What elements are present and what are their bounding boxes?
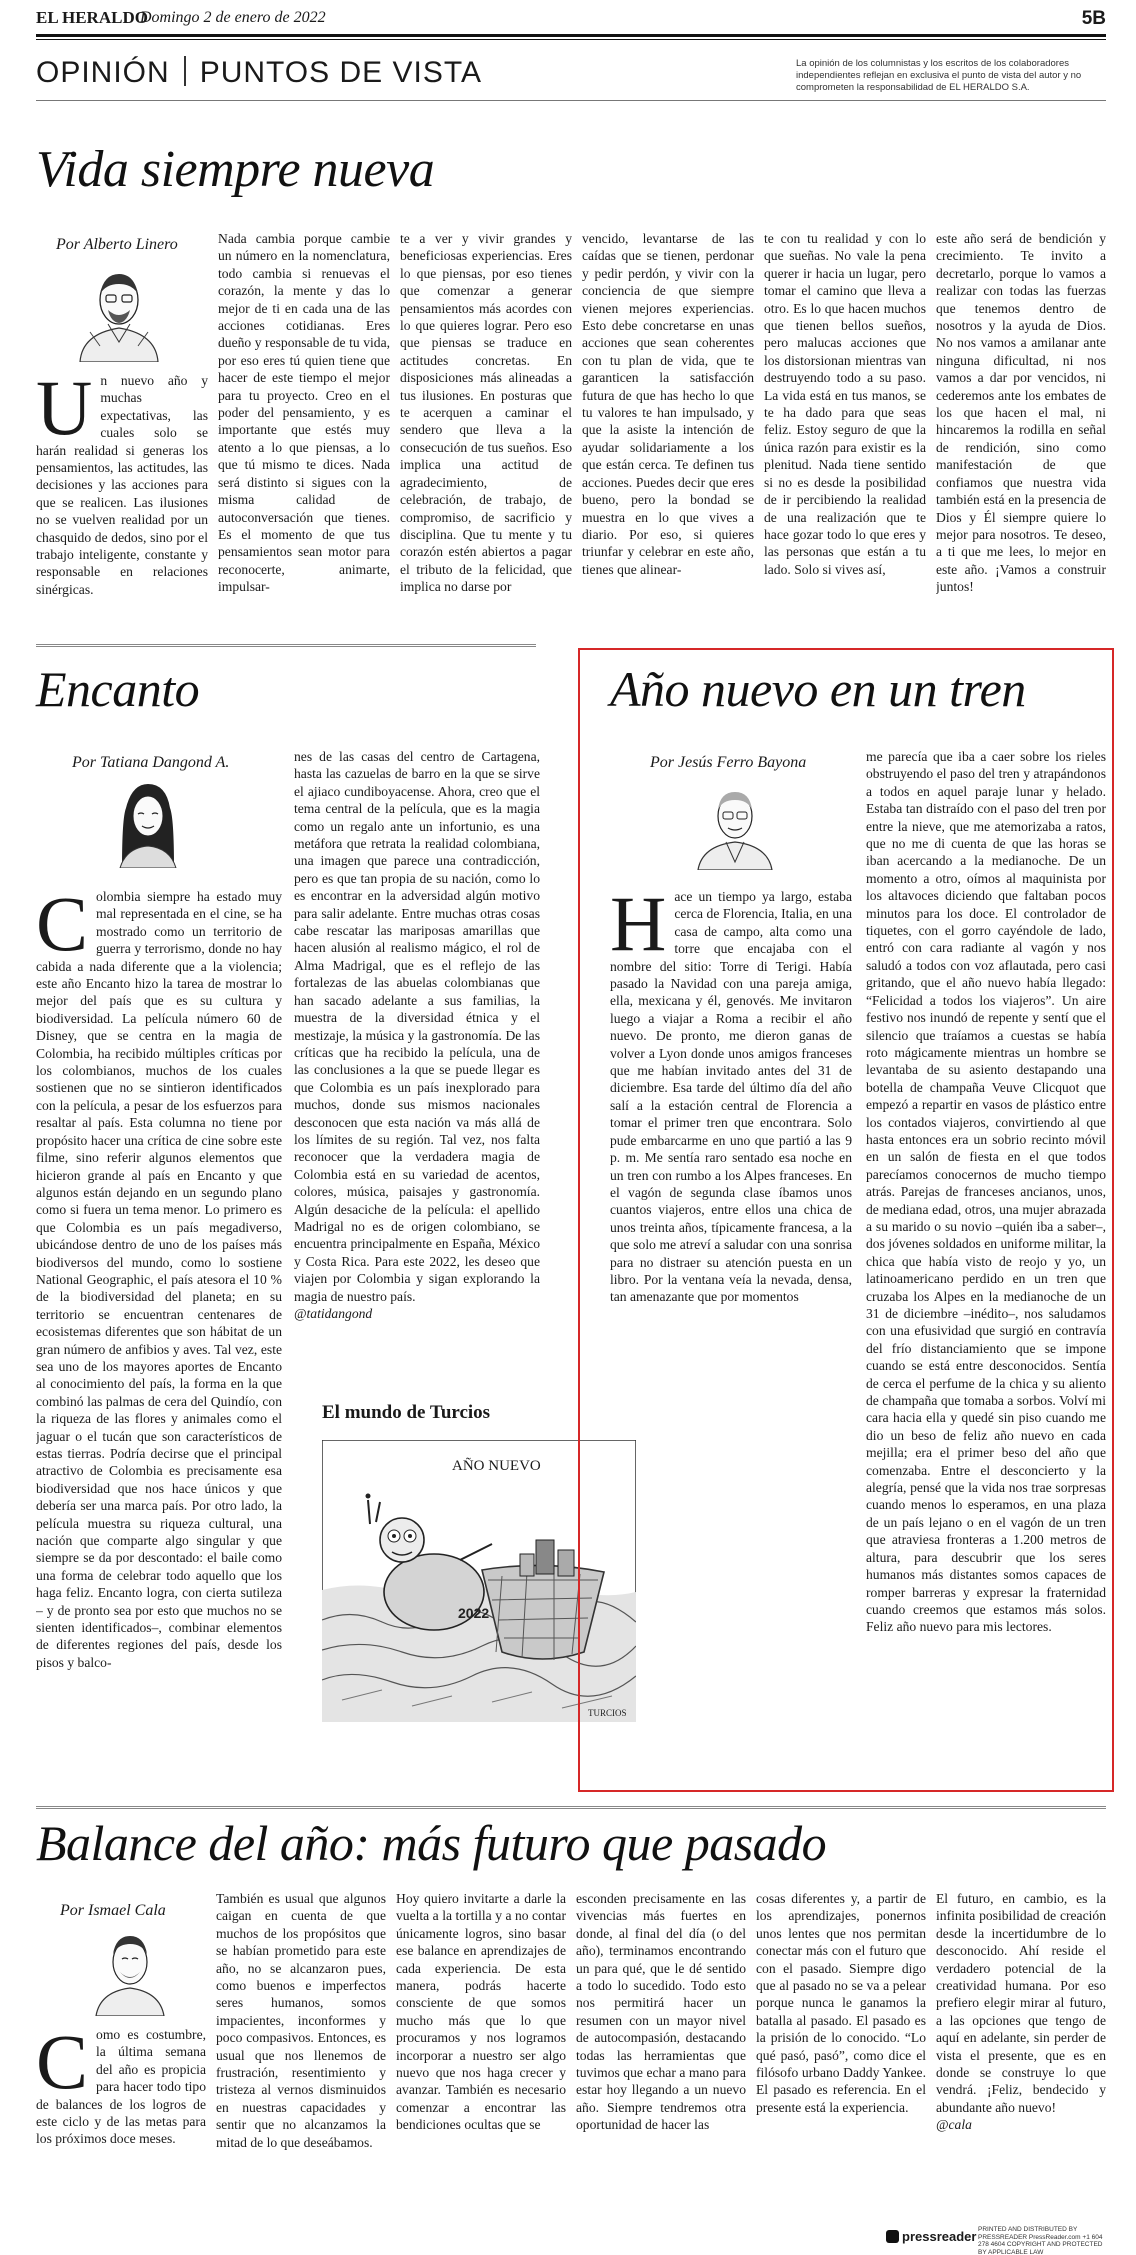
- article-text: omo es costumbre, la última semana del año es propicia para hacer todo tipo de balances de los logros de este ciclo y de las metas para los próximos doce meses.: [36, 2027, 206, 2147]
- column-balance-4: [576, 1890, 746, 2220]
- column-balance-5: [756, 1890, 926, 2220]
- paper-name: EL HERALDO: [36, 8, 148, 27]
- top-rule-thin: [36, 39, 1106, 40]
- article-text: ace un tiempo ya largo, estaba cerca de Florencia, Italia, en una casa de campo, alta como una torre que encajaba con el nombre del sitio: Torre di Terigi. Había pasado la Navidad con una pareja amiga, ella, mexicana y él, genovés. Me invitaron luego a viajar a Roma a recibir el año nuevo. De pronto, me dieron ganas de volver a Lyon donde unos amigos franceses que me habían invitado antes del 31 de diciembre. Esa tarde del último día del año salí a la estación central de Florencia a tomar el primer tren que encontrara. Solo pude embarcarme en uno que partió a las 9 p. m. Me sentía raro sentado esa noche en un tren con rumbo a los Alpes franceses. En el vagón de segunda clase íbamos unos cuantos viajeros, entre ellos una chica de unos treinta años, típicamente francesa, a la que solo me atreví a saludar con una sonrisa para no distraer su atención puesta en un libro. Por la ventana veía la nevada, densa, tan amenazante que por momentos: [610, 889, 852, 1305]
- headline-tren: Año nuevo en un tren: [610, 661, 1026, 717]
- pressreader-label: pressreader: [902, 2229, 977, 2244]
- column-balance-3: [396, 1890, 566, 2220]
- byline-encanto: Por Tatiana Dangond A.: [72, 754, 230, 771]
- column-vida-5: [764, 230, 926, 624]
- pressreader-notice: PRINTED AND DISTRIBUTED BY PRESSREADER PressReader.com +1 604 278 4604 COPYRIGHT AND PROTECTED BY APPLICABLE LAW: [978, 2226, 1103, 2255]
- author-handle: @tatidangond: [294, 1306, 373, 1321]
- column-tren-1: [610, 888, 852, 1476]
- article-text: Nada cambia porque cambie un número en la nomenclatura, todo cambia si renuevas el corazón, la mente y das lo mejor de ti en cada una de las acciones cotidianas. Eres dueño y responsable de tu vida, por eso eres tú quien tiene que hacer de este tiempo el mejor para tu proyecto. Creo en el poder del pensamiento, y es importante que estés muy atento a lo que piensas, a lo que tú mismo te dices. Nada será distinto si sigues con la misma calidad de autoconversación que tienes. Es el momento de que tus pensamientos sean motor para reconocerte, animarte, impulsar-: [218, 231, 390, 595]
- drop-cap-tren: H: [610, 888, 667, 967]
- divider: [36, 644, 536, 647]
- section-divider: [184, 56, 186, 86]
- column-vida-6: [936, 230, 1106, 624]
- cartoon-year: 2022: [458, 1605, 490, 1621]
- article-text: te a ver y vivir grandes y beneficiosas experiencias. Eres lo que piensas, por eso tienes que comenzar a generar pensamientos más acordes con lo que quieres lograr. Pero eso que piensas se traduce en actitudes concretas. En disposiciones más alineadas a tus ilusiones. En posturas que te acerquen a caminar el sendero que lleva a la consecución de tus sueños. Eso implica una actitud de agradecimiento, de celebración, de trabajo, de compromiso, de sacrificio y disciplina. Que tu mente y tu corazón estén abiertos a pagar el tributo de la felicidad, que implica no darse por: [400, 231, 572, 595]
- byline-vida: Por Alberto Linero: [56, 236, 178, 253]
- article-text: vencido, levantarse de las caídas que se tienen, perdonar y pedir perdón, y vivir con la conciencia de que siempre vienen mejores experiencias. Esto debe concretarse en unas acciones que sean coherentes con tu plan de vida, que te garanticen la satisfacción futura de que has hecho lo que tu valores te han impulsado, y que la asiste la intención de ayudar solidariamente a los que están cerca. Te definen tus acciones. Puedes decir que eres bueno, pero la bondad se muestra en lo que vives a diario. Por eso, si quieres triunfar y celebrar en este año, tienes que alinear-: [582, 231, 754, 577]
- divider: [36, 1806, 1106, 1809]
- article-text: El futuro, en cambio, es la infinita posibilidad de creación desde la incertidumbre de lo desconocido. Ahí reside el verdadero potencial de la creatividad humana. Por eso prefiero elegir mirar al futuro, a las opciones que tengo de aquí en adelante, sin perder de vista el presente, que es en donde se construye lo que vendrá. ¡Feliz, bendecido y abundante año nuevo!: [936, 1891, 1106, 2115]
- article-text: También es usual que algunos caigan en cuenta de que muchos de los propósitos que se habían prometido para este año, no se alcanzaron pues, como buenos e imperfectos seres humanos, somos impacientes, inconformes y poco compasivos. Entonces, es usual que nos llenemos de frustración, resentimiento y tristeza al vernos disminuidos en nuestras capacidades y sentir que no alcanzamos la mitad de lo que deseábamos.: [216, 1891, 386, 2150]
- author-portrait-linero: [70, 262, 168, 362]
- section-title: OPINIÓN: [36, 56, 170, 89]
- page-number: 5B: [1081, 8, 1106, 29]
- column-balance-1: [36, 2026, 206, 2226]
- headline-balance: Balance del año: más futuro que pasado: [36, 1815, 827, 1871]
- column-tren-2: [866, 748, 1106, 1782]
- pressreader-logo[interactable]: [886, 2229, 976, 2244]
- cartoon-title: El mundo de Turcios: [322, 1402, 491, 1423]
- column-vida-2: [218, 230, 390, 624]
- column-encanto-2: [294, 748, 540, 1388]
- section-subtitle: PUNTOS DE VISTA: [199, 56, 482, 89]
- article-text: Hoy quiero invitarte a darle la vuelta a la tortilla y a no contar únicamente logros, sino basar ese balance en aprendizajes de cada experiencia. De esta manera, podrás hacerte consciente de que somos mucho más que lo que procuramos y nos logramos incorporar a nuestro ser algo nuevo que nos haga crecer y avanzar. También es necesario comenzar a encontrar las bendiciones ocultas que se: [396, 1891, 566, 2133]
- author-handle: @cala: [936, 2117, 972, 2133]
- pressreader-icon: [886, 2230, 899, 2243]
- headline-encanto: Encanto: [36, 661, 200, 717]
- drop-cap-vida: U: [36, 372, 93, 451]
- column-vida-1: [36, 372, 208, 624]
- article-text: me parecía que iba a caer sobre los rieles obstruyendo el paso del tren y atrapándonos a todos en aquel paraje lunar y helado. Estaba tan distraído con el paso del tren por entre la nieve, que me atemorizaba a ratos, que no me di cuenta de que las horas se iban acercando a la medianoche. De un momento a otro, oímos al maquinista por los altavoces diciendo que faltaban pocos minutos para los doce. El controlador de tiquetes, con el gorro cayéndole de lado, entró con cara radiante al vagón y nos saludó a todos con voz aflautada, pero casi gritando, que el año nuevo había llegado: “Felicidad a todos los viajeros”. Un aire festivo nos inundó de repente y sentí que el silencio que traíamos a cuestas se había roto mágicamente mientras un hombre se levantaba de su asiento destapando una botella de champaña Veuve Clicquot que empezó a repartir en vasos de plástico entre los contados viajeros, convirtiendo al que hasta entonces era un sobrio recinto móvil en un salón de fiesta en el que todos parecíamos conocernos de mucho tiempo atrás. Parejas de franceses ancianos, unos, de mediana edad, otros, una mujer abrazada a su marido o su novio –quién iba a saber–, dos jóvenes soldados en uniforme militar, la chica que había visto de reojo y yo, un latinoamericano perdido en un tren que cruzaba los Alpes en la medianoche de un 31 de diciembre –inédito–, nos saludamos con una efusividad que surgió en contravía del frío distanciamiento que se impone cuando se está entre desconocidos. Sentía de cerca el perfume de la chica y su aliento de champaña que tomaba a sorbos. Volví mi cara hacia ella y quedé sin piso cuando me dio un beso de feliz año nuevo en cada mejilla; era el primer beso del año que comenzaba. Entre el desconcierto y la alegría, pensé que la vida nos trae sorpresas cuando menos lo esperamos, en una plaza de un país lejano o en el vagón de un tren que atraviesa fronteras a 1.200 metros de altura, para descubrir que los seres humanos más distantes somos capaces de romper barreras y expresar la fraternidad cuando creemos que estamos más solos. Feliz año nuevo para mis lectores.: [866, 749, 1106, 1635]
- drop-cap-encanto: C: [36, 888, 89, 967]
- disclaimer: La opinión de los columnistas y los escritos de los colaboradores independientes reflejan en exclusiva el punto de vista del autor y no comprometen la responsabilidad de EL HERALDO S.A.: [796, 58, 1082, 93]
- column-balance-6: [936, 1890, 1106, 2220]
- section-rule: [36, 100, 1106, 101]
- footer: [886, 2226, 1106, 2255]
- column-encanto-1: [36, 888, 282, 1748]
- byline-tren: Por Jesús Ferro Bayona: [650, 754, 807, 771]
- masthead: [36, 8, 1106, 30]
- cartoon-caption: AÑO NUEVO: [452, 1458, 541, 1474]
- headline-vida: Vida siempre nueva: [36, 141, 435, 198]
- column-vida-4: [582, 230, 754, 624]
- article-text: esconden precisamente en las vivencias más fuertes en donde, al final del día (o del año), terminamos encontrando un para qué, que le dé sentido a todo lo sucedido. Todo esto nos permitirá hacer un resumen con un mayor nivel de autocompasión, destacando todas las herramientas que tuvimos que echar a mano para estar hoy llegando a un nuevo año. Siempre tendremos otra oportunidad de hacer las: [576, 1891, 746, 2133]
- byline-balance: Por Ismael Cala: [60, 1902, 166, 1919]
- author-portrait-cala: [90, 1926, 170, 2016]
- author-portrait-dangond: [108, 778, 188, 868]
- article-text: olombia siempre ha estado muy mal representada en el cine, se ha mostrado como un territorio de guerra y terrorismo, donde no hay cabida a nada diferente que a la violencia; este año Encanto hizo la tarea de mostrar lo mejor del país que es su cultura y biodiversidad. La película número 60 de Disney, que se centra en la magia de Colombia, ha recibido múltiples críticas por los colombianos, muchos de los cuales sostienen que no se sintieron identificados con la película, a pesar de los esfuerzos para resaltar al país. Esta columna no tiene por propósito hacer una crítica de cine sobre este filme, sino referir algunos elementos que hicieron grande al país en Encanto y que algunos están dejando en un segundo plano como si fuera un tema menor. Lo primero es que Colombia es un país megadiverso, ubicándose dentro de uno de los países más biodiversos del mundo, como lo sostiene National Geographic, el país atesora el 10 % de la biodiversidad del planeta; en su territorio se encuentran centenares de ecosistemas diferentes que son hábitat de un gran número de anfibios y aves. Tal vez, este sea uno de los mayores aportes de Encanto al conocimiento del país, la forma en la que combinó las palmas de cera del Quindío, con la riqueza de las flores y animales como el jaguar o el tucán que son característicos de estas tierras. Podría decirse que el principal atractivo de Colombia es precisamente esa biodiversidad que nos hace únicos y que debería ser una marca país. Por otro lado, la película muestra su riqueza cultural, una nación que comparte algo singular y que siempre se da por descontado: el baile como una forma de celebrar todo aquello que los haga feliz. Encanto logra, con cierta sutileza – y de pronto sea por esto que muchos no se sienten identificados–, combinar elementos de diferentes regiones del país, desde los pisos y balco-: [36, 889, 282, 1670]
- article-text: n nuevo año y muchas expectativas, las cuales solo se harán realidad si generas los pensamientos, las actitudes, las decisiones y las acciones para que se realicen. Las ilusiones no se vuelven realidad por un chasquido de dedos, sino por el trabajo inteligente, constante y responsable en relaciones sinérgicas.: [36, 373, 208, 597]
- top-rule: [36, 34, 1106, 37]
- cartoon-signature: TURCIOS: [588, 1708, 627, 1718]
- column-balance-2: [216, 1890, 386, 2220]
- article-text: cosas diferentes y, a partir de los aprendizajes, ponernos unos lentes que nos permitan conectar más con el futuro que con el pasado. Siempre digo que al pasado no se va a pelear porque nunca le ganamos la batalla al pasado. El pasado es la prisión de lo conocido. “Lo qué pasó, pasó”, como dice el filósofo urbano Daddy Yankee. El pasado es referencia. En el presente está la experiencia.: [756, 1891, 926, 2115]
- article-text: este año será de bendición y crecimiento. Te invito a decretarlo, porque lo vamos a realizar con todas las fuerzas que tenemos dentro de nosotros y la ayuda de Dios. No nos vamos a amilanar ante ninguna dificultad, ni nos vamos a dar por vencidos, ni cederemos ante los embates de los que hacen el mal, ni hincaremos la rodilla en señal de rendición, sino como manifestación de que confiamos que nuestra vida también está en la presencia de Dios y Él siempre quiere lo mejor para nosotros. Te deseo, a ti que me lees, lo mejor en este año. ¡Vamos a construir juntos!: [936, 231, 1106, 595]
- drop-cap-balance: C: [36, 2026, 89, 2105]
- article-text: te con tu realidad y con lo que sueñas. No vale la pena querer ir hacia un lugar, pero tomar el camino que lleva a otro. Es lo que hacen muchos que tienen bellos sueños, pero malucas acciones que los distorsionan mientras van destruyendo todo a su paso. La vida está en tus manos, se te ha dado para que seas feliz. Estoy seguro de que la única razón para existir es la plenitud. Nada tiene sentido si no es desde la posibilidad de ir percibiendo la realidad de una realización que te hace gozar todo lo que eres y las personas que están a tu lado. Solo si vives así,: [764, 231, 926, 577]
- article-text: nes de las casas del centro de Cartagena, hasta las cazuelas de barro en la que se sirve el ajiaco cundiboyacense. Ahora, creo que el tema central de la película, que es la magia como un regalo ante un infortunio, es una metáfora que retrata la realidad colombiana, una imagen que parece una contradicción, pero es que tan propia de su nación, como lo es encontrar en la adversidad algún motivo para salir adelante. Entre muchas otras cosas cabe rescatar las mariposas amarillas que hacen alusión al realismo mágico, el rol de Alma Madrigal, que es el reflejo de las fortalezas de las abuelas colombianas que han sacado adelante a sus familias, la muestra de la diversidad étnica y el mestizaje, la música y la gastronomía. De las críticas que ha recibido la película, una de las conclusiones a la que se puede llegar es que Colombia es un país inexplorado para muchos, donde sus mismos nacionales desconocen que esta nación va más allá de los límites de su región. Tal vez, nos falta reconocer que la verdadera magia de Colombia está en su variedad de acentos, colores, música, paisajes y gastronomía. Algún desaciche de la película: el apellido Madrigal no es de origen colombiano, se encuentra principalmente en España, México y Costa Rica. Para este 2022, les deseo que viajen por Colombia y sigan explorando la magia de nuestro país.: [294, 749, 540, 1304]
- issue-date: Domingo 2 de enero de 2022: [140, 9, 326, 26]
- author-portrait-ferro: [690, 780, 780, 870]
- section-header: [36, 56, 482, 90]
- column-vida-3: [400, 230, 572, 624]
